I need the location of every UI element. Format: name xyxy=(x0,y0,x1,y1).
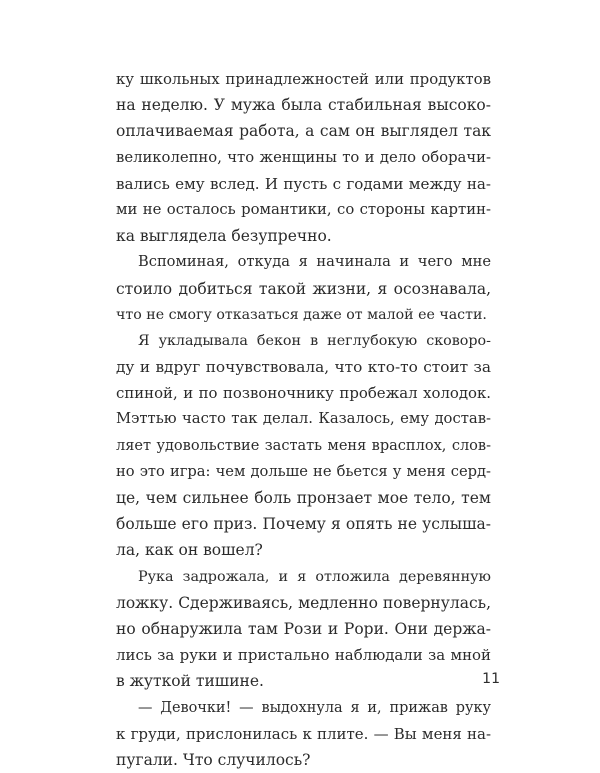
text-line: вались ему вслед. И пусть с годами между на- xyxy=(116,174,491,193)
text-line: ду и вдруг почувствовала, что кто-то стоит за xyxy=(116,358,491,377)
text-line: — Девочки! — выдохнула я и, прижав руку xyxy=(138,699,491,716)
text-line: Я укладывала бекон в неглубокую сковоро- xyxy=(138,332,491,349)
text-line: ложку. Сдерживаясь, медленно повернулась, xyxy=(116,593,491,612)
text-line: великолепно, что женщины то и дело оборачи- xyxy=(116,148,491,166)
text-line: но обнаружила там Рози и Рори. Они держа- xyxy=(116,619,491,638)
text-line: лись за руки и пристально наблюдали за мной xyxy=(116,646,491,665)
text-line: что не смогу отказаться даже от малой ее части. xyxy=(116,306,487,323)
text-line: це, чем сильнее боль пронзает мое тело, тем xyxy=(116,489,491,507)
text-line: ку школьных принадлежностей или продуктов xyxy=(116,70,491,88)
text-line: к груди, прислонилась к плите. — Вы меня на- xyxy=(116,724,491,743)
text-line: оплачиваемая работа, а сам он выглядел так xyxy=(116,122,491,141)
text-line: ка выглядела безупречно. xyxy=(116,227,332,246)
text-line: в жуткой тишине. xyxy=(116,672,264,691)
text-line: пугали. Что случилось? xyxy=(116,750,311,769)
text-line: ми не осталось романтики, со стороны картин- xyxy=(116,200,491,218)
text-line: спиной, и по позвоночнику пробежал холодок. xyxy=(116,384,491,403)
page-number: 11 xyxy=(482,671,500,687)
text-line: больше его приз. Почему я опять не услыша- xyxy=(116,515,491,534)
text-line: стоило добиться такой жизни, я осознавала, xyxy=(116,279,491,298)
text-line: Мэттью часто так делал. Казалось, ему достав- xyxy=(116,410,491,428)
page-body-text xyxy=(116,66,491,773)
text-line: на неделю. У мужа была стабильная высоко- xyxy=(116,96,491,115)
text-line: ла, как он вошел? xyxy=(116,541,263,560)
text-line: Рука задрожала, и я отложила деревянную xyxy=(138,568,491,585)
text-line: ляет удовольствие застать меня врасплох, слов- xyxy=(116,437,491,454)
text-line: Вспоминая, откуда я начинала и чего мне xyxy=(138,253,491,271)
text-line: но это игра: чем дольше не бьется у меня серд- xyxy=(116,462,491,480)
